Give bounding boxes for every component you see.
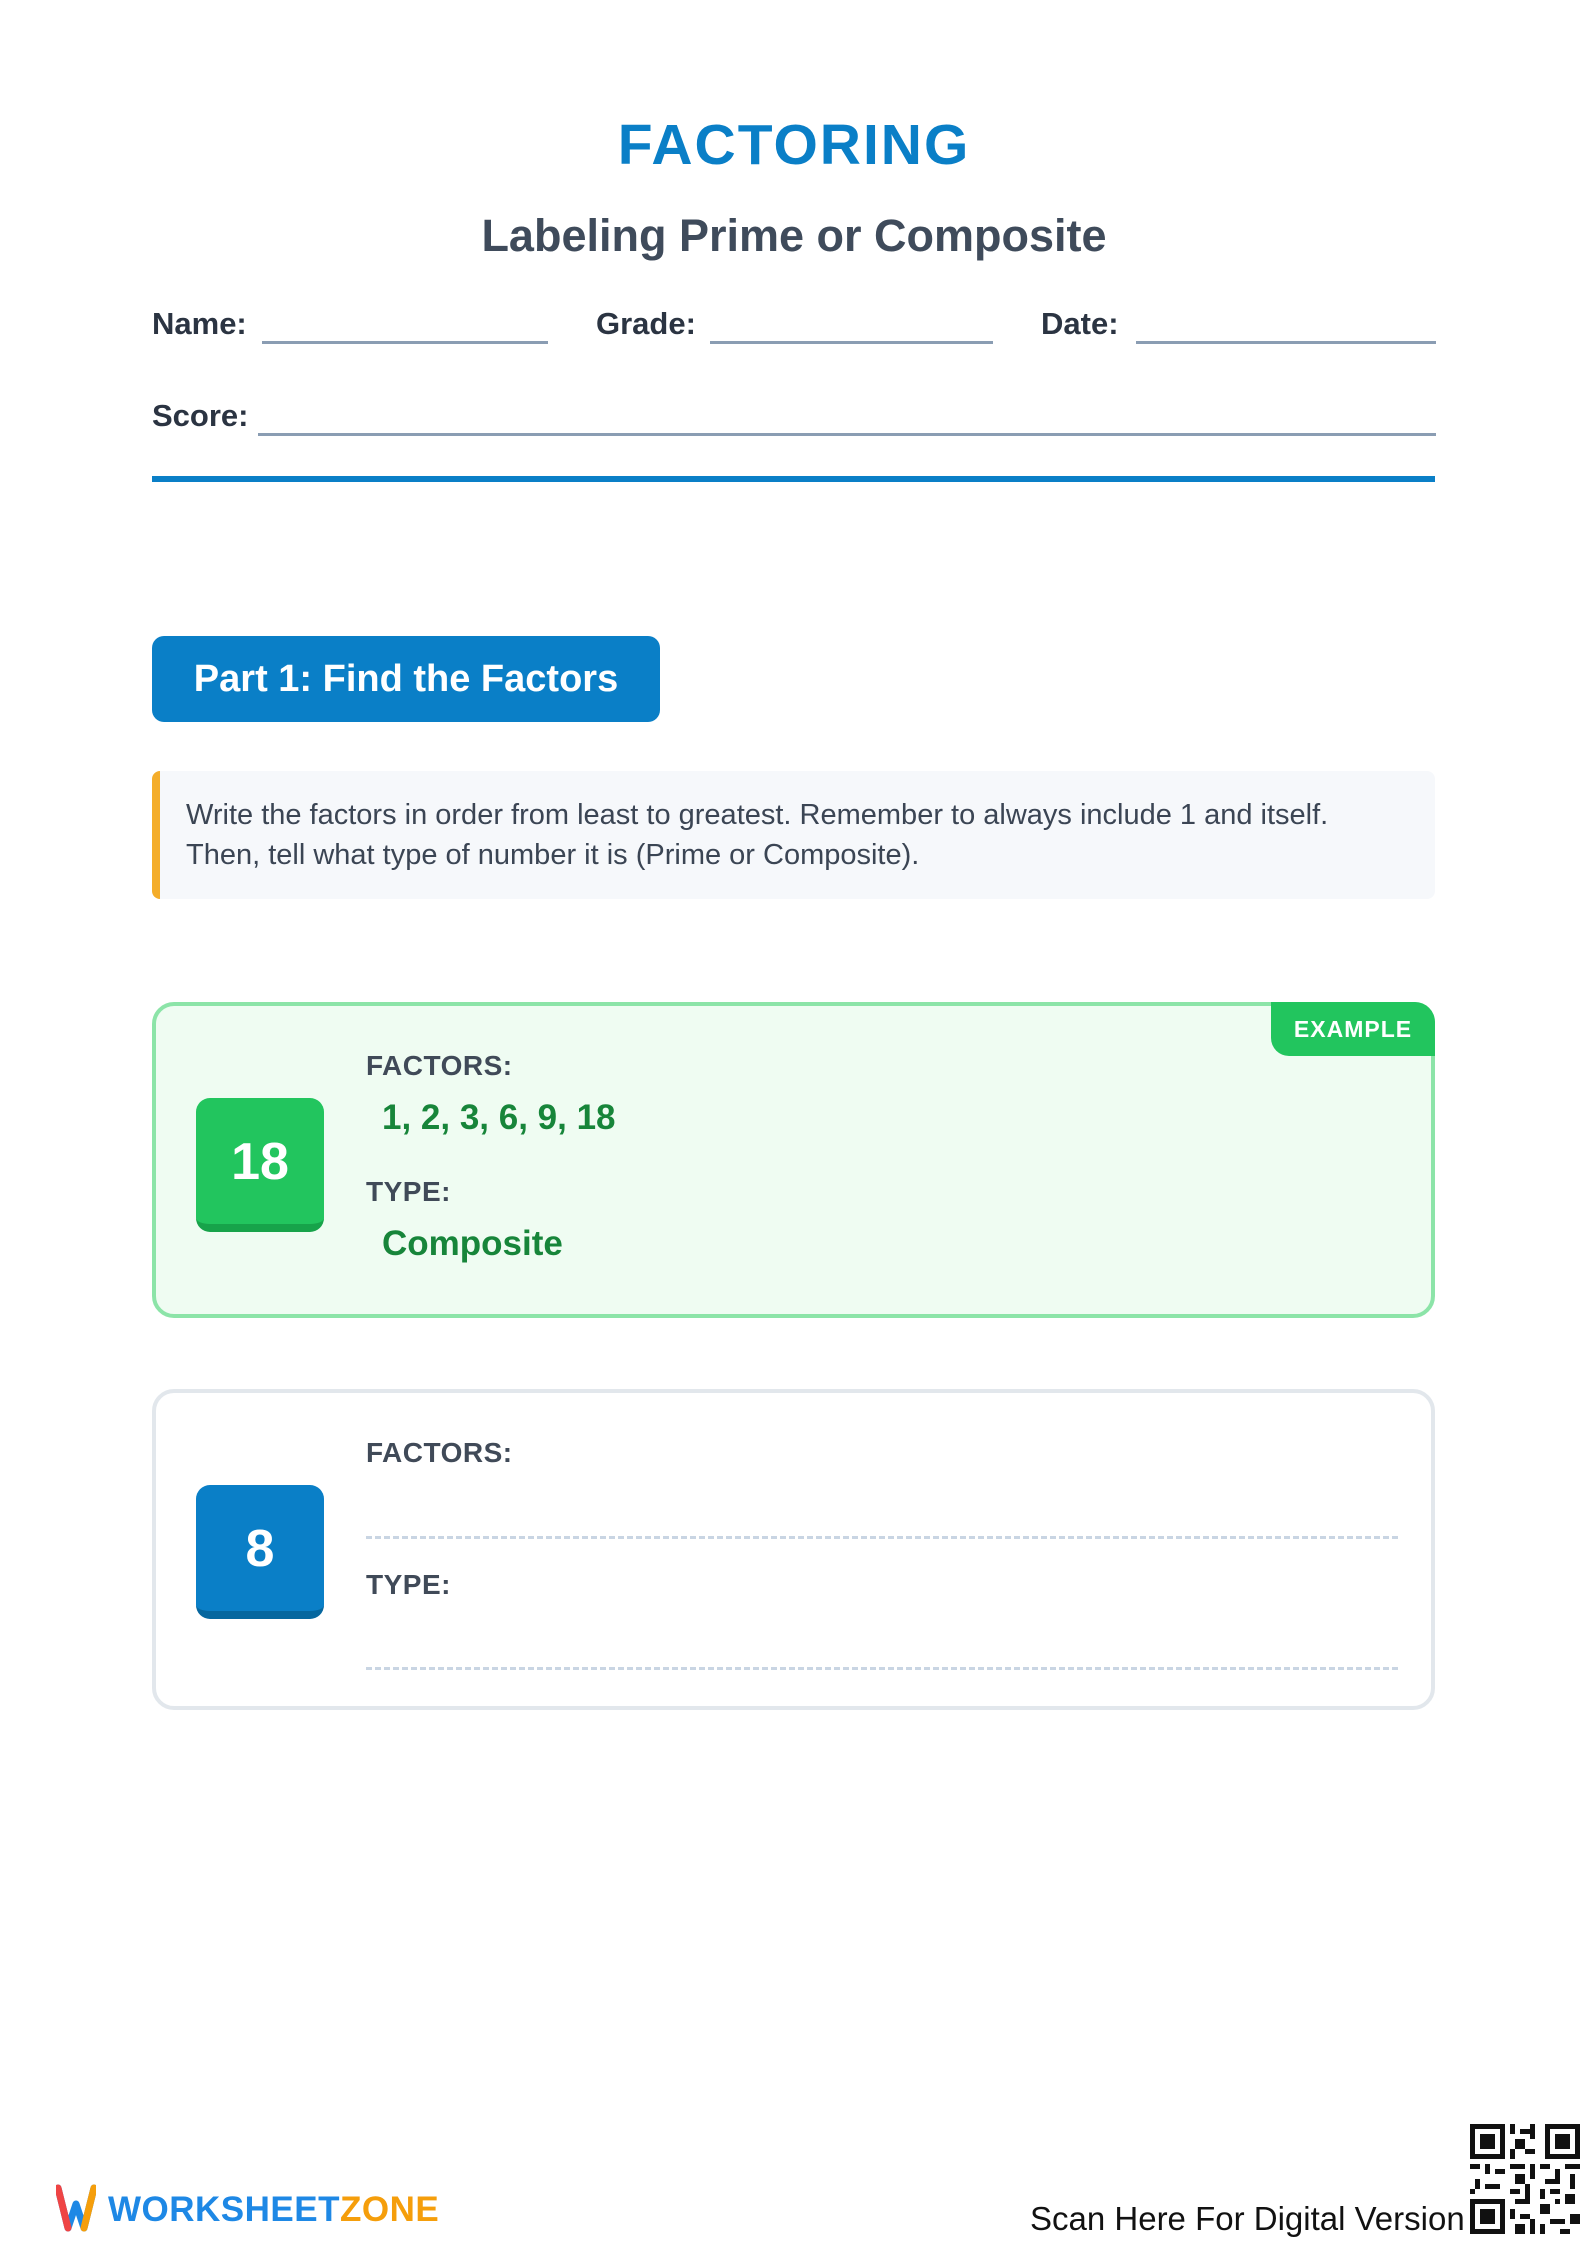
date-field[interactable] [1136, 341, 1436, 344]
header-divider [152, 476, 1435, 482]
qr-code-icon[interactable] [1470, 2124, 1580, 2234]
logo-text-worksheet: WORKSHEET [108, 2190, 340, 2229]
logo-text-zone: ZONE [340, 2190, 440, 2229]
worksheetzone-logo-icon [56, 2182, 96, 2234]
scan-instruction: Scan Here For Digital Version [1030, 2200, 1465, 2237]
factors-answer-line[interactable] [366, 1536, 1398, 1539]
worksheetzone-logo-text [108, 2190, 439, 2230]
instructions-box [152, 771, 1435, 899]
name-label: Name: [152, 306, 247, 341]
instructions-line-1: Write the factors in order from least to greatest. Remember to always include 1 and itself. [186, 799, 1329, 831]
name-field[interactable] [262, 341, 548, 344]
example-number-tile: 18 [196, 1098, 324, 1232]
example-factors-label: FACTORS: [366, 1050, 513, 1081]
date-label: Date: [1041, 306, 1119, 341]
score-label: Score: [152, 398, 249, 433]
example-card [152, 1002, 1435, 1318]
score-field[interactable] [258, 433, 1436, 436]
grade-field[interactable] [710, 341, 993, 344]
problem-number-tile: 8 [196, 1485, 324, 1619]
example-type-value: Composite [382, 1224, 563, 1263]
instructions-line-2: Then, tell what type of number it is (Prime or Composite). [186, 839, 920, 871]
problem-card [152, 1389, 1435, 1710]
worksheet-subtitle: Labeling Prime or Composite [481, 210, 1107, 261]
part-1-heading[interactable]: Part 1: Find the Factors [152, 636, 660, 722]
grade-label: Grade: [596, 306, 696, 341]
example-type-label: TYPE: [366, 1176, 451, 1207]
type-answer-line[interactable] [366, 1667, 1398, 1670]
example-badge: EXAMPLE [1271, 1002, 1435, 1056]
worksheet-title: FACTORING [617, 113, 971, 177]
example-factors-value: 1, 2, 3, 6, 9, 18 [382, 1098, 616, 1137]
problem-type-label: TYPE: [366, 1569, 451, 1600]
problem-factors-label: FACTORS: [366, 1437, 513, 1468]
